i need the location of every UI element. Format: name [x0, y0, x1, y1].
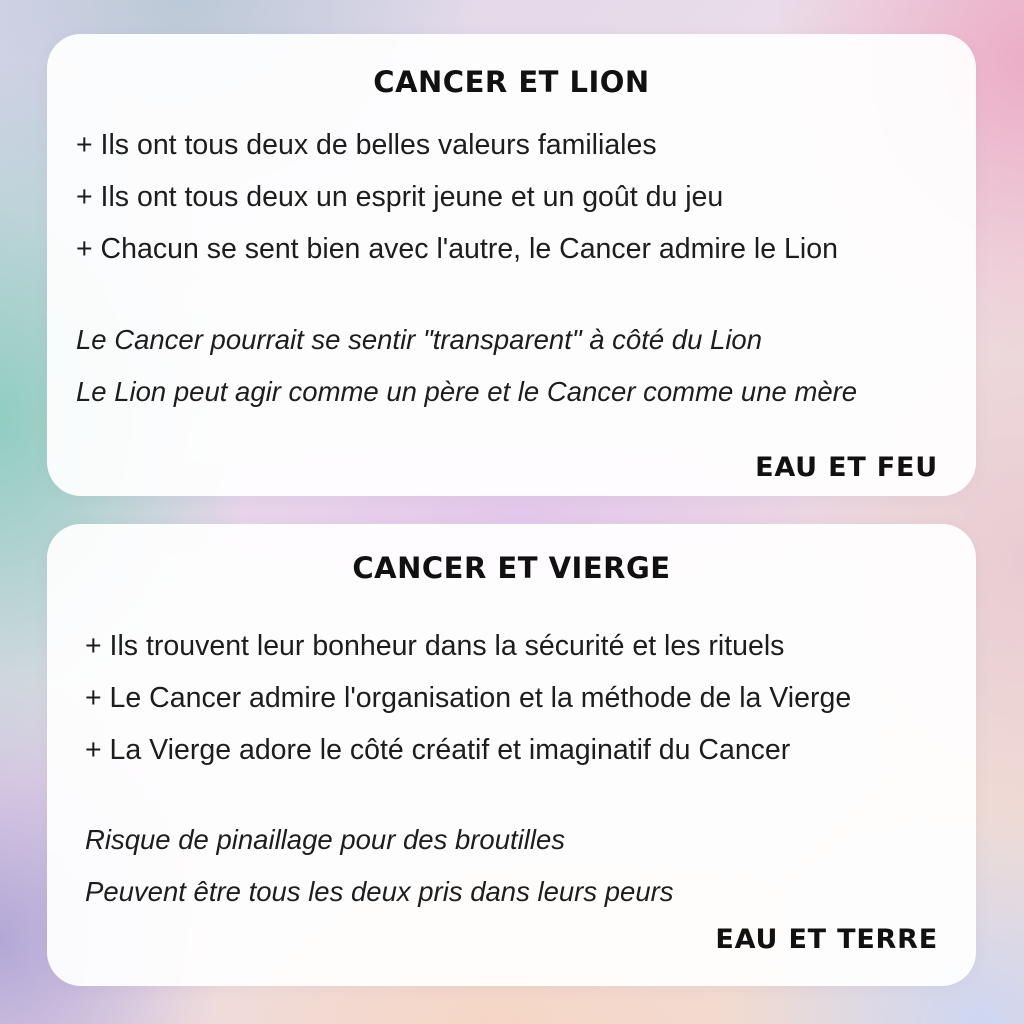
- compatibility-card-cancer-vierge: [47, 524, 976, 986]
- challenge-item: Peuvent être tous les deux pris dans leurs peurs: [85, 876, 674, 907]
- challenge-item: Le Lion peut agir comme un père et le Cancer comme une mère: [76, 376, 858, 407]
- challenge-item: Risque de pinaillage pour des broutilles: [85, 824, 566, 855]
- strength-item: + Ils ont tous deux un esprit jeune et un goût du jeu: [76, 181, 724, 213]
- compatibility-card-cancer-lion: [47, 34, 976, 496]
- card-title: CANCER ET VIERGE: [352, 551, 671, 585]
- strength-item: + Le Cancer admire l'organisation et la méthode de la Vierge: [85, 682, 852, 714]
- elements-label: EAU ET FEU: [755, 452, 938, 483]
- challenge-item: Le Cancer pourrait se sentir "transparent" à côté du Lion: [76, 324, 763, 355]
- strength-item: + Ils trouvent leur bonheur dans la sécurité et les rituels: [85, 630, 785, 662]
- challenges-list: [85, 814, 674, 918]
- strengths-list: [76, 119, 838, 275]
- challenges-list: [76, 314, 857, 418]
- strength-item: + La Vierge adore le côté créatif et imaginatif du Cancer: [85, 734, 791, 766]
- elements-label: EAU ET TERRE: [715, 924, 938, 955]
- strength-item: + Chacun se sent bien avec l'autre, le Cancer admire le Lion: [76, 233, 838, 265]
- card-title: CANCER ET LION: [373, 65, 650, 99]
- strength-item: + Ils ont tous deux de belles valeurs familiales: [76, 129, 657, 161]
- strengths-list: [85, 620, 851, 776]
